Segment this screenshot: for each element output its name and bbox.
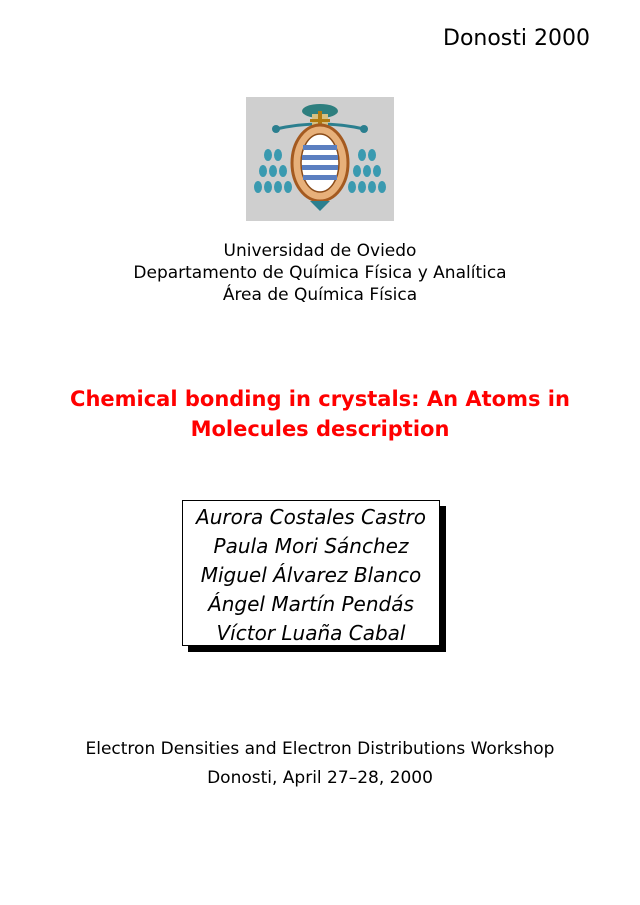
author-name: Aurora Costales Castro [196, 505, 426, 529]
paper-title [0, 384, 640, 444]
author-name: Miguel Álvarez Blanco [200, 563, 422, 587]
crest-icon [246, 97, 394, 221]
affiliation-block [0, 240, 640, 306]
title-line-2: Molecules description [190, 417, 450, 441]
area-name: Área de Química Física [222, 285, 418, 305]
author-name: Ángel Martín Pendás [208, 592, 414, 616]
workshop-name: Electron Densities and Electron Distributions Workshop [85, 739, 555, 759]
university-crest-logo [246, 97, 394, 221]
author-name: Paula Mori Sánchez [213, 534, 409, 558]
authors-box [182, 500, 440, 646]
workshop-location-date: Donosti, April 27–28, 2000 [207, 768, 433, 788]
author-name: Víctor Luaña Cabal [216, 621, 406, 645]
university-name: Universidad de Oviedo [223, 241, 417, 261]
header-tag: Donosti 2000 [443, 26, 590, 51]
title-line-1: Chemical bonding in crystals: An Atoms in [70, 387, 570, 411]
department-name: Departamento de Química Física y Analítica [133, 263, 507, 283]
workshop-block [0, 735, 640, 793]
